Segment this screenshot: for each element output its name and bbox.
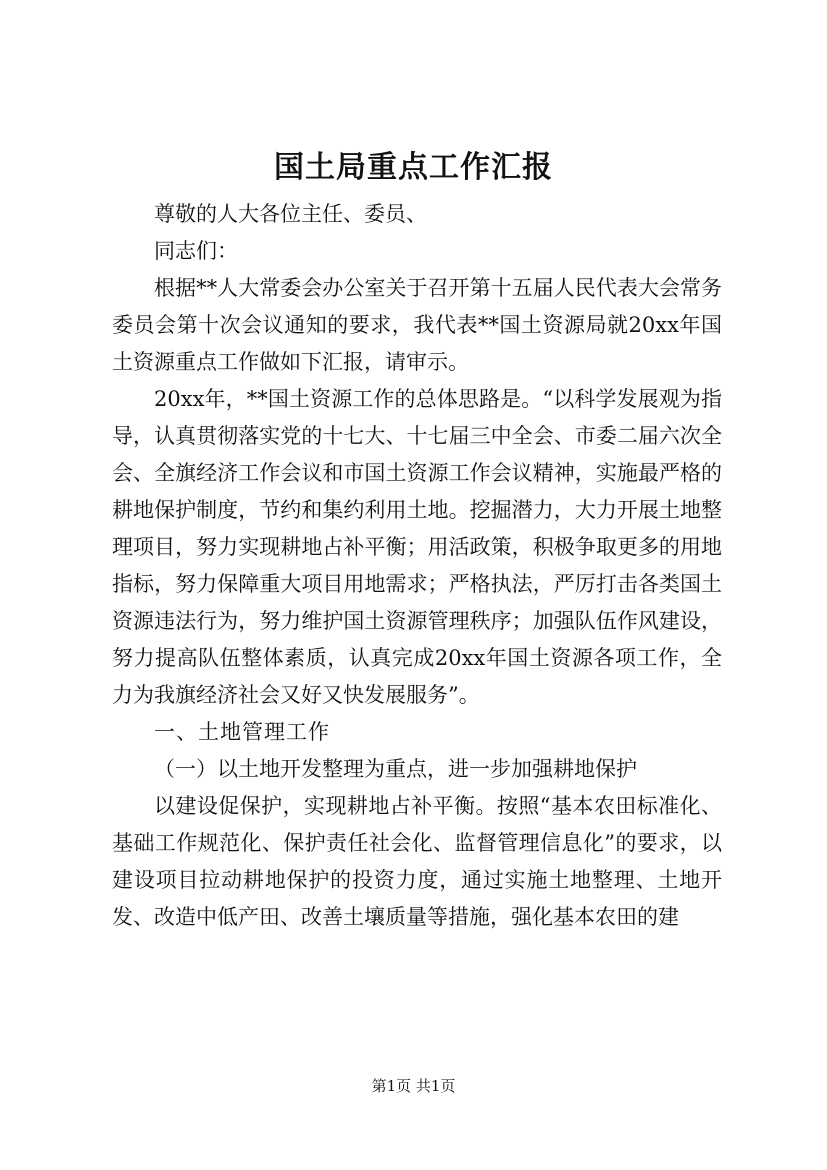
body-paragraph: 以建设促保护，实现耕地占补平衡。按照“基本农田标准化、基础工作规范化、保护责任社会化、监督管理信息化”的要求，以建设项目拉动耕地保护的投资力度，通过实施土地整理、土地开发、改造中低产田、改善土壤质量等措施，强化基本农田的建 [112, 794, 722, 929]
body-paragraph: 20xx年，**国土资源工作的总体思路是。“以科学发展观为指导，认真贯彻落实党的十七大、十七届三中全会、市委二届六次全会、全旗经济工作会议和市国土资源工作会议精神，实施最严格的耕地保护制度，节约和集约利用土地。挖掘潜力，大力开展土地整理项目，努力实现耕地占补平衡；用活政策，积极争取更多的用地指标，努力保障重大项目用地需求；严格执法，严厉打击各类国土资源违法行为，努力维护国土资源管理秩序；加强队伍作风建设，努力提高队伍整体素质，认真完成20xx年国土资源各项工作，全力为我旗经济社会又好又快发展服务”。 [112, 387, 722, 707]
salutation-line: 同志们： [154, 239, 238, 263]
subsection-heading: （一）以土地开发整理为重点，进一步加强耕地保护 [154, 757, 637, 781]
section-heading: 一、土地管理工作 [154, 720, 330, 744]
page-number-footer: 第1页 共1页 [371, 1077, 456, 1095]
body-paragraph: 根据**人大常委会办公室关于召开第十五届人民代表大会常务委员会第十次会议通知的要求，我代表**国土资源局就20xx年国土资源重点工作做如下汇报，请审示。 [112, 276, 722, 374]
document-title: 国土局重点工作汇报 [274, 150, 553, 185]
document-body [112, 196, 722, 936]
salutation-line: 尊敬的人大各位主任、委员、 [154, 202, 427, 226]
